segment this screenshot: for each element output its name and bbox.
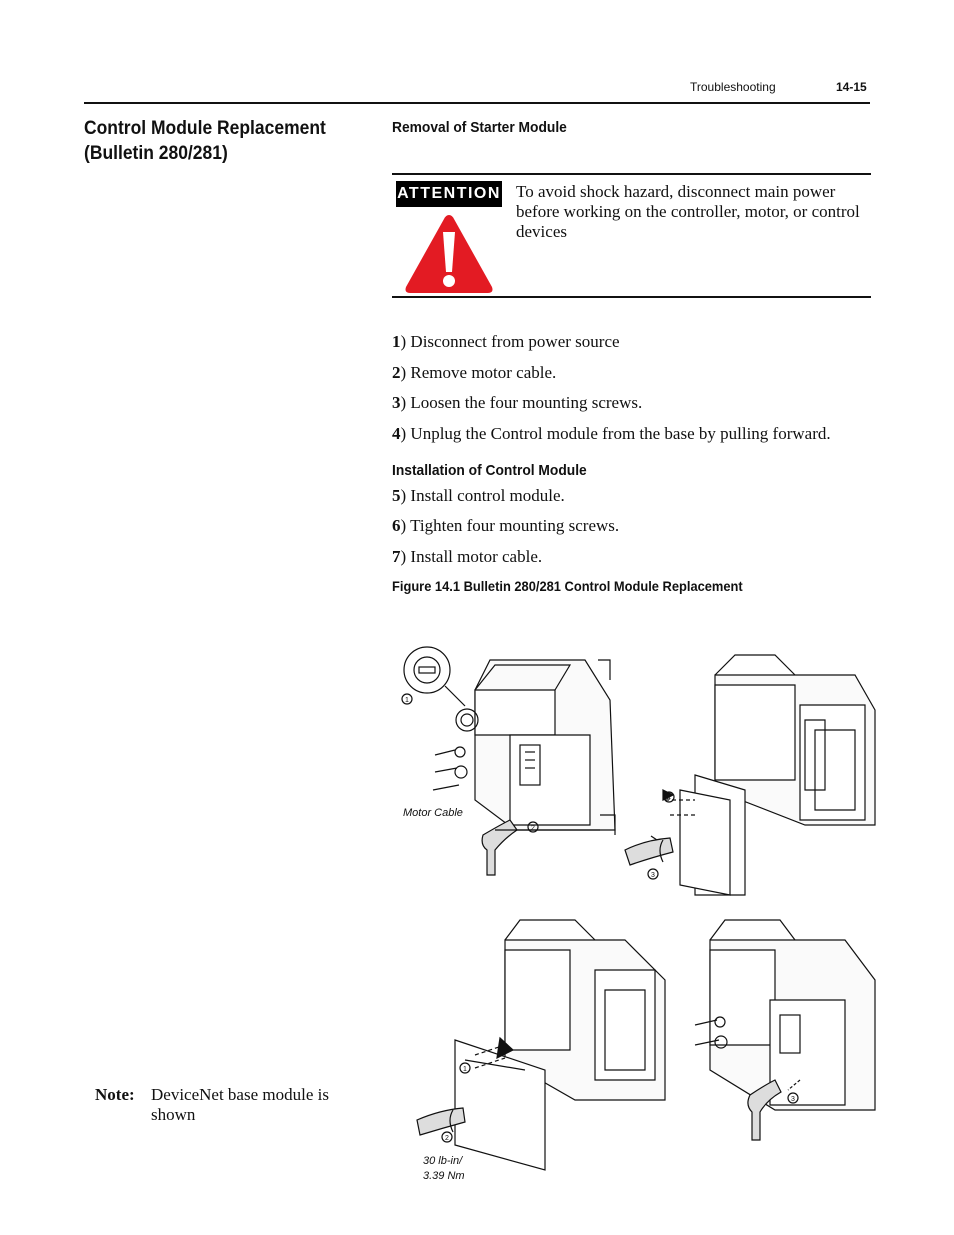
- header-rule: [84, 102, 870, 104]
- removal-step-4: [392, 424, 831, 444]
- step-number: 1: [392, 332, 401, 351]
- torque-label-line1: 30 lb-in/: [423, 1155, 463, 1167]
- attention-label: ATTENTION: [396, 181, 502, 207]
- step-number: 7: [392, 547, 401, 566]
- callout-3b: 3: [791, 1096, 795, 1103]
- running-header-section: Troubleshooting: [690, 80, 776, 94]
- removal-step-3: [392, 393, 642, 413]
- step-text: ) Unplug the Control module from the base by pulling forward.: [400, 424, 831, 443]
- torque-label-line2: 3.39 Nm: [423, 1170, 465, 1182]
- step-number: 4: [392, 424, 401, 443]
- control-module-replacement-figure: [395, 640, 885, 1190]
- page-number: 14-15: [836, 80, 867, 94]
- attention-top-rule: [392, 173, 871, 175]
- figure-panel-4: [695, 920, 875, 1140]
- step-number: 6: [392, 516, 401, 535]
- section-title-line1: Control Module Replacement: [84, 118, 326, 139]
- section-title: [84, 116, 332, 166]
- removal-heading: Removal of Starter Module: [392, 119, 567, 136]
- step-text: ) Loosen the four mounting screws.: [400, 393, 643, 412]
- callout-4: 4: [667, 795, 671, 802]
- note-text: DeviceNet base module is shown: [151, 1085, 329, 1124]
- figure-caption: Figure 14.1 Bulletin 280/281 Control Module Replacement: [392, 578, 743, 594]
- step-text: ) Install control module.: [400, 486, 565, 505]
- install-step-5: [392, 486, 565, 506]
- step-number: 3: [392, 393, 401, 412]
- step-text: ) Remove motor cable.: [400, 363, 557, 382]
- installation-heading: Installation of Control Module: [392, 462, 587, 479]
- callout-1b: 1: [463, 1066, 467, 1073]
- warning-triangle-icon: [402, 212, 496, 296]
- motor-cable-label: Motor Cable: [403, 807, 463, 819]
- install-step-6: [392, 516, 619, 536]
- step-number: 5: [392, 486, 401, 505]
- step-text: ) Install motor cable.: [400, 547, 543, 566]
- callout-2b: 2: [445, 1135, 449, 1142]
- install-step-7: [392, 547, 542, 567]
- step-text: ) Disconnect from power source: [400, 332, 620, 351]
- section-title-line2: (Bulletin 280/281): [84, 143, 228, 164]
- step-text: ) Tighten four mounting screws.: [400, 516, 620, 535]
- callout-2: 2: [531, 825, 535, 832]
- callout-1: 1: [405, 697, 409, 704]
- figure-panel-3: [417, 920, 665, 1170]
- callout-3: 3: [651, 872, 655, 879]
- attention-bottom-rule: [392, 296, 871, 298]
- figure-panel-2: [625, 655, 875, 895]
- attention-text: To avoid shock hazard, disconnect main power before working on the controller, motor, or control devices: [516, 182, 860, 241]
- step-number: 2: [392, 363, 401, 382]
- removal-step-2: [392, 363, 556, 383]
- figure-panel-1: [404, 647, 615, 875]
- removal-step-1: [392, 332, 620, 352]
- note-label: Note:: [95, 1085, 135, 1104]
